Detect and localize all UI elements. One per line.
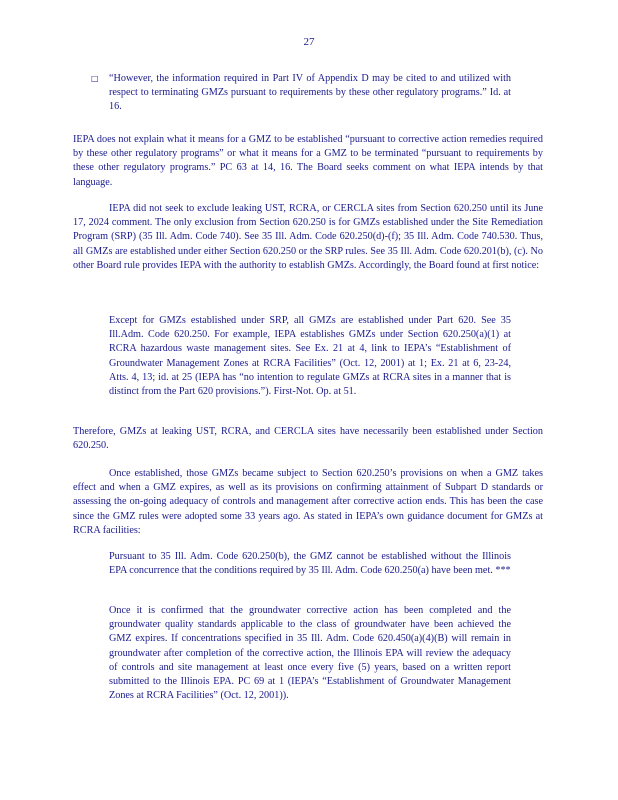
page-number: 27 [303, 36, 315, 48]
bullet-square-icon: □ [91, 74, 99, 83]
paragraph-iepa-did-not-seek: IEPA did not seek to exclude leaking UST, RCRA, or CERCLA sites from Section 620.250 until its June 17, 2024 comment. The only exclusion from Section 620.250 is for GMZs established under the Site Remediation Program (SRP) (35 Ill. Adm. Code 740). See 35 Ill. Adm. Code 620.250(d)-(f); 35 Ill. Adm. Code 740.530. Thus, all GMZs are established under either Section 620.250 or the SRP rules. See 35 Ill. Adm. Code 620.201(b), (c). No other Board rule provides IEPA with the authority to establish GMZs. Accordingly, the Board found at first notice: [73, 203, 543, 271]
paragraph-therefore: Therefore, GMZs at leaking UST, RCRA, and CERCLA sites have necessarily been established under Section 620.250. [73, 426, 543, 452]
paragraph-once-established: Once established, those GMZs became subject to Section 620.250’s provisions on when a GMZ takes effect and when a GMZ expires, as well as its provisions on confirming attainment of Subpart D standards or assessing the on-going adequacy of controls and management after corrective action ends. This has been the case since the GMZ rules were adopted some 33 years ago. As stated in IEPA’s own guidance document for GMZs at RCRA facilities: [73, 468, 543, 536]
paragraph-iepa-does-not-explain: IEPA does not explain what it means for a GMZ to be established “pursuant to corrective action remedies required by these other regulatory programs” or what it means for a GMZ to be terminated “pursuant to requirements by these other regulatory programs.” PC 63 at 14, 16. The Board seeks comment on what IEPA intends by that language. [73, 134, 543, 188]
bullet-quote-text: “However, the information required in Part IV of Appendix D may be cited to and utilized with respect to terminating GMZs pursuant to requirements by these other regulatory programs.” Id. at 16. [109, 73, 511, 113]
block-quote-guidance-1: Pursuant to 35 Ill. Adm. Code 620.250(b), the GMZ cannot be established without the Illinois EPA concurrence that the conditions required by 35 Ill. Adm. Code 620.250(a) have been met. *** [109, 551, 511, 577]
block-quote-first-notice: Except for GMZs established under SRP, all GMZs are established under Part 620. See 35 Ill.Adm. Code 620.250. For example, IEPA establishes GMZs under Section 620.250(a)(1) at RCRA hazardous waste management sites. See Ex. 21 at 4, link to IEPA’s “Establishment of Groundwater Management Zones at RCRA Facilities” (Oct. 12, 2001) at 1; Ex. 21 at 6, 23-24, Atts. 4, 13; id. at 25 (IEPA has “no intention to regulate GMZs at RCRA sites in a manner that is distinct from the Part 620 provisions.”). First-Not. Op. at 51. [109, 315, 511, 398]
bullet-item [73, 72, 543, 115]
block-quote-guidance-2: Once it is confirmed that the groundwater corrective action has been completed and the groundwater quality standards applicable to the class of groundwater have been achieved the GMZ expires. If concentrations specified in 35 Ill. Adm. Code 620.450(a)(4)(B) will remain in groundwater after completion of the corrective action, the Illinois EPA will review the adequacy of controls and site management at least once every five (5) years, based on a written report submitted to the Illinois EPA. PC 69 at 1 (IEPA’s “Establishment of Groundwater Management Zones at RCRA Facilities” (Oct. 12, 2001)). [109, 605, 511, 702]
